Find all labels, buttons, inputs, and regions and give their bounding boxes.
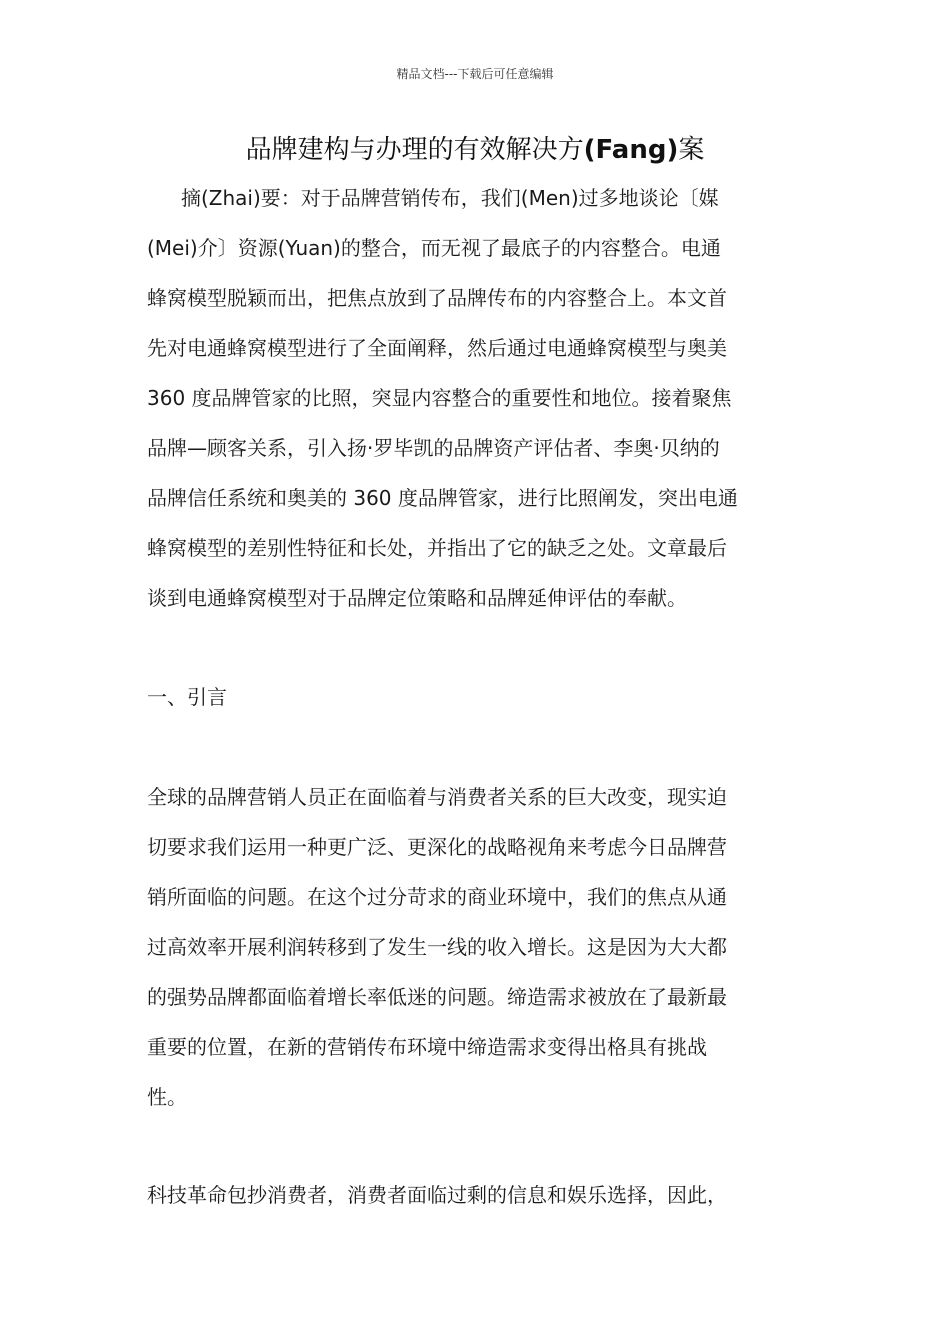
paragraph-line: 切要求我们运用一种更广泛、更深化的战略视角来考虑今日品牌营 bbox=[147, 835, 727, 859]
paragraph-line: 过高效率开展利润转移到了发生一线的收入增长。这是因为大大都 bbox=[147, 935, 727, 959]
section-heading bbox=[147, 672, 807, 722]
paragraph-line: 科技革命包抄消费者，消费者面临过剩的信息和娱乐选择，因此， bbox=[147, 1183, 727, 1207]
intro-paragraph-1 bbox=[147, 772, 807, 1122]
abstract-line: 蜂窝模型的差别性特征和长处，并指出了它的缺乏之处。文章最后 bbox=[147, 536, 727, 560]
document-title bbox=[0, 130, 950, 170]
abstract-line: (Mei)介〕资源(Yuan)的整合，而无视了最底子的内容整合。电通 bbox=[147, 236, 721, 260]
abstract-line: 蜂窝模型脱颖而出，把焦点放到了品牌传布的内容整合上。本文首 bbox=[147, 286, 727, 310]
abstract-line: 先对电通蜂窝模型进行了全面阐释，然后通过电通蜂窝模型与奥美 bbox=[147, 336, 727, 360]
paragraph-line: 全球的品牌营销人员正在面临着与消费者关系的巨大改变，现实迫 bbox=[147, 785, 727, 809]
paragraph-line: 重要的位置，在新的营销传布环境中缔造需求变得出格具有挑战 bbox=[147, 1035, 707, 1059]
title-suffix: 案 bbox=[678, 135, 705, 165]
abstract-paragraph bbox=[147, 173, 807, 623]
abstract-line: 360 度品牌管家的比照，突显内容整合的重要性和地位。接着聚焦 bbox=[147, 386, 732, 410]
section-heading-text: 一、引言 bbox=[147, 685, 227, 709]
abstract-line: 谈到电通蜂窝模型对于品牌定位策略和品牌延伸评估的奉献。 bbox=[147, 586, 687, 610]
abstract-line: 摘(Zhai)要：对于品牌营销传布，我们(Men)过多地谈论〔媒 bbox=[181, 186, 719, 210]
intro-paragraph-2 bbox=[147, 1170, 807, 1220]
abstract-line: 品牌—顾客关系，引入扬·罗毕凯的品牌资产评估者、李奥·贝纳的 bbox=[147, 436, 720, 460]
paragraph-line: 销所面临的问题。在这个过分苛求的商业环境中，我们的焦点从通 bbox=[147, 885, 727, 909]
abstract-line: 品牌信任系统和奥美的 360 度品牌管家，进行比照阐发，突出电通 bbox=[147, 486, 738, 510]
title-bold-part: (Fang) bbox=[583, 135, 679, 165]
page-header-note: 精品文档---下载后可任意编辑 bbox=[396, 67, 554, 81]
paragraph-line: 性。 bbox=[147, 1085, 187, 1109]
title-prefix: 品牌建构与办理的有效解决方 bbox=[245, 135, 584, 165]
paragraph-line: 的强势品牌都面临着增长率低迷的问题。缔造需求被放在了最新最 bbox=[147, 985, 727, 1009]
